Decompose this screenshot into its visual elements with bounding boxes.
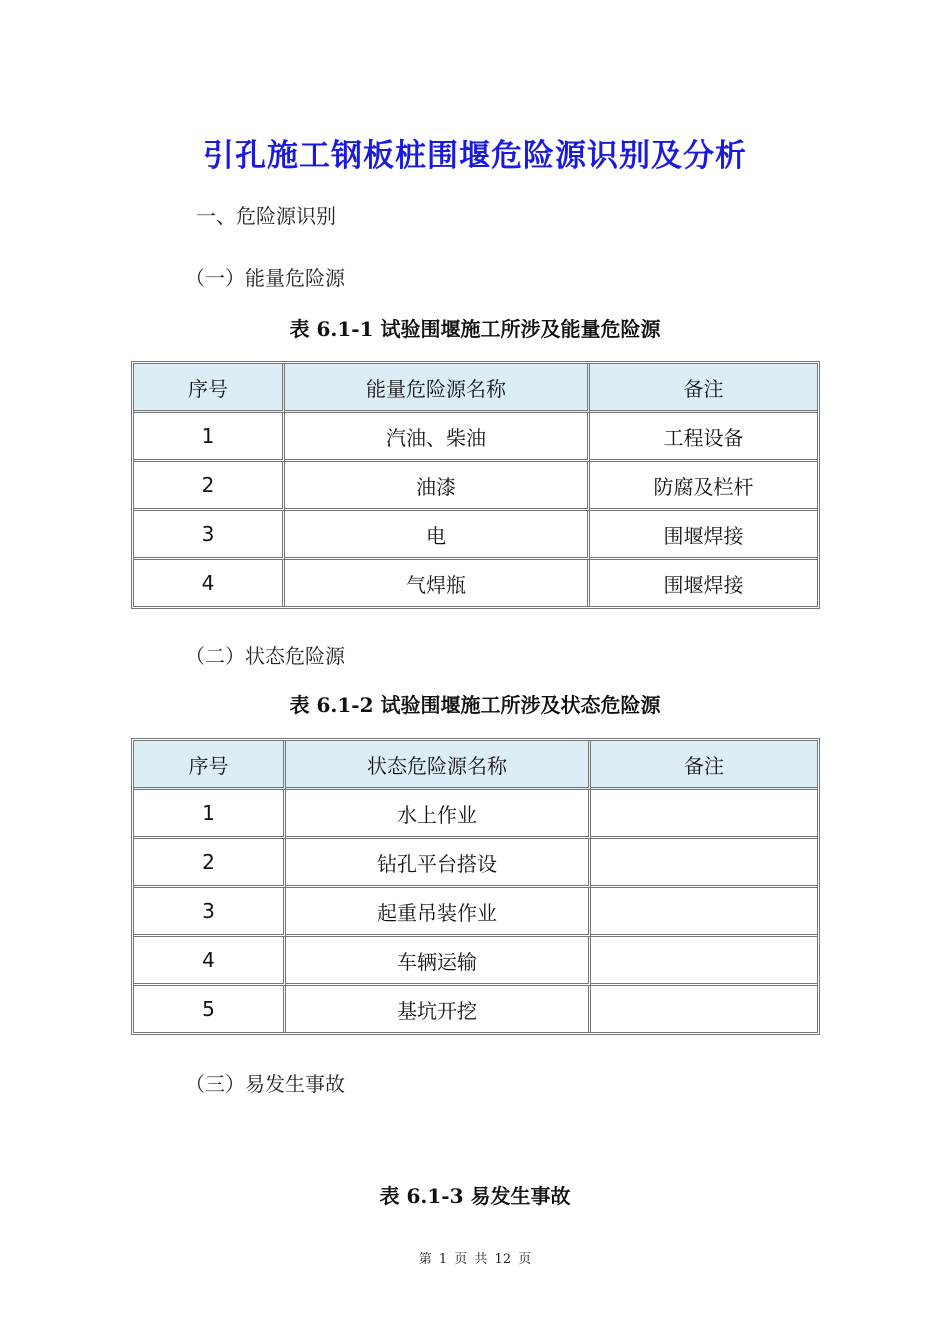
column-header-remarks: 备注 (591, 741, 817, 790)
table-row (134, 462, 817, 511)
table-cell-hazard-name: 水上作业 (286, 790, 591, 839)
table-row (134, 560, 817, 606)
section-heading-hazard-identification: 一、危险源识别 (196, 204, 336, 228)
column-header-index: 序号 (134, 364, 285, 413)
table-cell-index: 5 (134, 986, 286, 1032)
table-cell-hazard-name: 钻孔平台搭设 (286, 839, 591, 888)
table-cell-remarks: 围堰焊接 (590, 511, 817, 560)
table-row (134, 839, 817, 888)
table-cell-remarks: 防腐及栏杆 (590, 462, 817, 511)
table-row (134, 511, 817, 560)
table-cell-remarks (591, 888, 817, 937)
table-cell-hazard-name: 气焊瓶 (285, 560, 590, 606)
document-title: 引孔施工钢板桩围堰危险源识别及分析 (203, 138, 747, 174)
table-cell-remarks: 工程设备 (590, 413, 817, 462)
table-cell-index: 2 (134, 839, 286, 888)
table-cell-hazard-name: 基坑开挖 (286, 986, 591, 1032)
page-footer: 第 1 页 共 12 页 (418, 1252, 532, 1267)
table-cell-index: 3 (134, 511, 285, 560)
table-row (134, 888, 817, 937)
table-cell-index: 2 (134, 462, 285, 511)
state-hazards-table (131, 738, 820, 1035)
table-row (134, 413, 817, 462)
table-cell-hazard-name: 起重吊装作业 (286, 888, 591, 937)
column-header-hazard-name: 能量危险源名称 (285, 364, 590, 413)
table-cell-hazard-name: 电 (285, 511, 590, 560)
table-row (134, 790, 817, 839)
table-cell-index: 3 (134, 888, 286, 937)
table1-caption: 表 6.1-1 试验围堰施工所涉及能量危险源 (289, 317, 661, 341)
subheading-likely-accidents: （三）易发生事故 (185, 1072, 345, 1096)
table-cell-hazard-name: 汽油、柴油 (285, 413, 590, 462)
table-cell-remarks (591, 986, 817, 1032)
table3-caption: 表 6.1-3 易发生事故 (379, 1184, 571, 1208)
table-cell-remarks (591, 937, 817, 986)
table-header-row (134, 741, 817, 790)
subheading-energy-hazards: （一）能量危险源 (185, 266, 345, 290)
table-cell-remarks (591, 839, 817, 888)
table-cell-remarks: 围堰焊接 (663, 572, 744, 597)
table-cell-remarks (591, 790, 817, 839)
table2-caption: 表 6.1-2 试验围堰施工所涉及状态危险源 (289, 693, 661, 717)
column-header-index: 序号 (134, 741, 286, 790)
column-header-hazard-name: 状态危险源名称 (286, 741, 591, 790)
table-cell-index: 1 (134, 790, 286, 839)
table-cell-hazard-name: 车辆运输 (286, 937, 591, 986)
table-row (134, 937, 817, 986)
energy-hazards-table (131, 361, 820, 609)
table-cell-hazard-name: 油漆 (285, 462, 590, 511)
table-header-row (134, 364, 817, 413)
table-cell-index: 4 (134, 937, 286, 986)
table-cell-index: 1 (134, 413, 285, 462)
column-header-remarks: 备注 (590, 364, 817, 413)
subheading-state-hazards: （二）状态危险源 (185, 644, 345, 668)
table-cell-index: 4 (134, 560, 285, 606)
table-row (134, 986, 817, 1032)
